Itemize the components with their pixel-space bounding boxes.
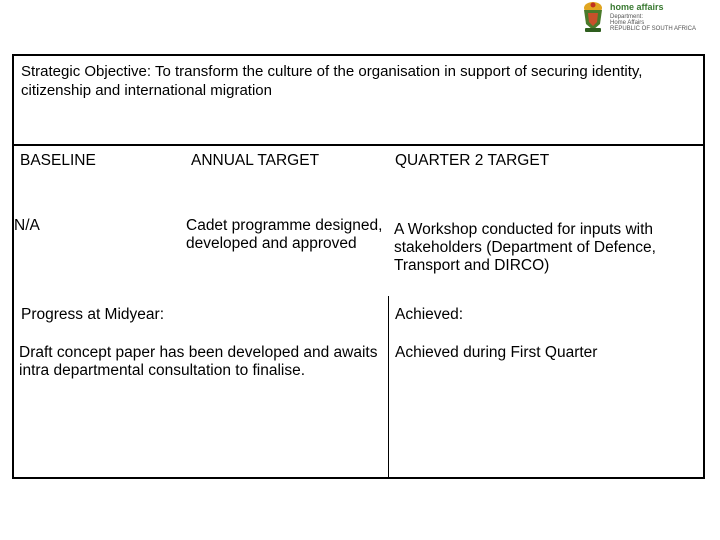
- logo-line-1: Department:: [610, 14, 644, 20]
- header-baseline: BASELINE: [20, 152, 96, 169]
- divider-objective: [14, 144, 703, 146]
- progress-label: Progress at Midyear:: [21, 306, 164, 323]
- progress-text: Draft concept paper has been developed and awaits intra departmental consultation to finalise.: [19, 344, 378, 379]
- header-annual-target: ANNUAL TARGET: [191, 152, 320, 169]
- logo-line-3: REPUBLIC OF SOUTH AFRICA: [610, 26, 697, 32]
- strategic-objective: Strategic Objective: To transform the culture of the organisation in support of securing identity, citizenship and international migration: [21, 63, 643, 99]
- divider-progress-columns: [388, 296, 389, 477]
- achieved-text: Achieved during First Quarter: [395, 344, 598, 361]
- objective-table: [12, 54, 705, 479]
- cell-baseline: N/A: [14, 217, 40, 234]
- achieved-label: Achieved:: [395, 306, 464, 323]
- logo-line-2: Home Affairs: [610, 20, 645, 26]
- logo-text: [610, 3, 696, 32]
- cell-annual-target: Cadet programme designed, developed and approved: [186, 217, 383, 252]
- header-quarter-target: QUARTER 2 TARGET: [395, 152, 550, 169]
- logo-brand: home affairs: [610, 2, 664, 12]
- home-affairs-logo: [578, 0, 697, 38]
- cell-quarter-target: A Workshop conducted for inputs with stakeholders (Department of Defence, Transport and DIRCO): [394, 221, 656, 274]
- coat-of-arms-icon: [578, 0, 608, 36]
